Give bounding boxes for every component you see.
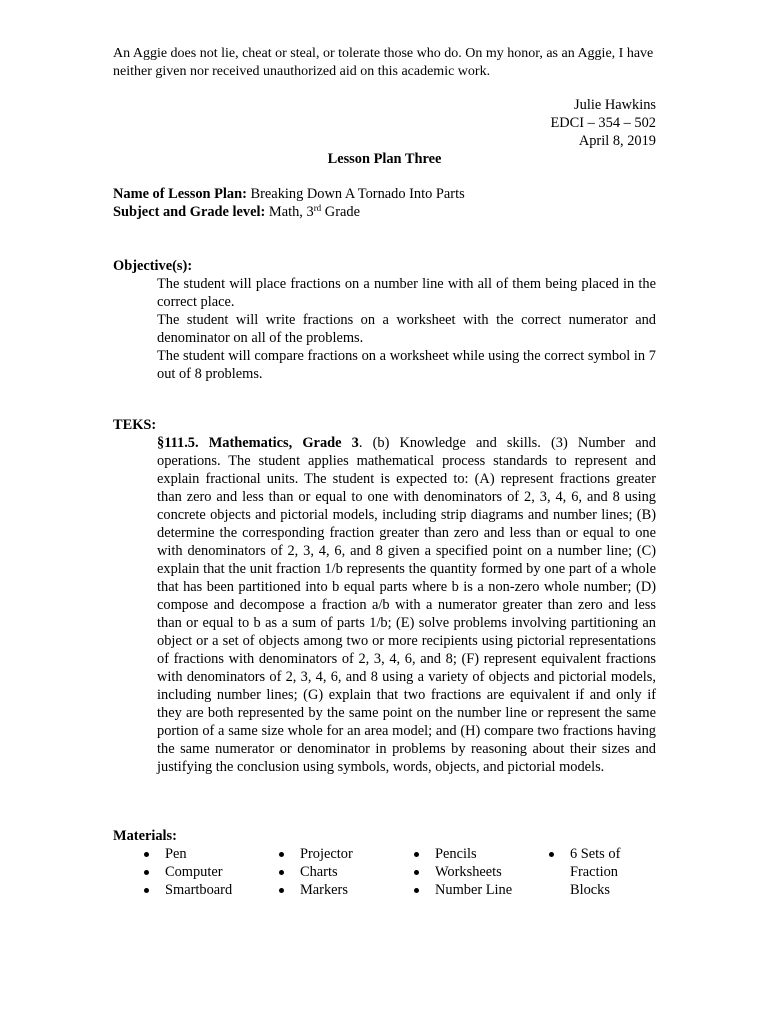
objectives-section (113, 257, 656, 383)
author-name: Julie Hawkins (574, 97, 656, 113)
author-header (113, 96, 656, 150)
materials-column (545, 845, 645, 899)
materials-list (113, 845, 656, 935)
materials-section (113, 827, 656, 935)
objective-item: The student will place fractions on a number line with all of them being placed in the correct place. (157, 276, 656, 310)
materials-column (140, 845, 250, 899)
objective-item: The student will write fractions on a worksheet with the correct numerator and denominator on all of the problems. (157, 312, 656, 346)
honor-code-line-2: neither given nor received unauthorized aid on this academic work. (113, 64, 491, 79)
lesson-name-value: Breaking Down A Tornado Into Parts (250, 186, 465, 202)
material-item: Pencils (410, 845, 520, 863)
teks-text: . (b) Knowledge and skills. (3) Number and operations. The student applies mathematical process standards to represent and explain fractional units. The student is expected to: (A) represent fractions greater than zero and less than or equal to one with denominators of 2, 3, 4, 6, and 8 using concrete objects and pictorial models, including strip diagrams and number lines; (B) determine the corresponding fraction greater than zero and less than or equal to one with denominators of 2, 3, 4, 6, and 8 given a specified point on a number line; (C) explain that the unit fraction 1/b represents the quantity formed by one part of a whole that has been partitioned into b equal parts where b is a non-zero whole number; (D) compose and decompose a fraction a/b with a numerator greater than zero and less than or equal to b as a sum of parts 1/b; (E) solve problems involving partitioning an object or a set of objects among two or more recipients using pictorial representations of fractions with denominators of 2, 3, 4, 6, and 8; (F) represent equivalent fractions with denominators of 2, 3, 4, 6, and 8 using a variety of objects and pictorial models, including number lines; (G) explain that two fractions are equivalent if and only if they are both represented by the same point on the number line or represent the same portion of a same size whole for an area model; and (H) compare two fractions having the same numerator or denominator in problems by reasoning about their sizes and justifying the conclusion using symbols, words, objects, and pictorial models. (157, 435, 656, 775)
honor-code-statement (113, 45, 656, 81)
material-item: Pen (140, 845, 250, 863)
material-item: Markers (275, 881, 385, 899)
lesson-name-label: Name of Lesson Plan: (113, 186, 247, 202)
material-item: Projector (275, 845, 385, 863)
subject-grade-suffix: Grade (324, 204, 360, 220)
subject-grade-label: Subject and Grade level: (113, 204, 266, 220)
lesson-name-line (113, 185, 656, 203)
material-item: Worksheets (410, 863, 520, 881)
subject-grade-sup: rd (313, 203, 322, 213)
material-item: 6 Sets of Fraction Blocks (545, 845, 645, 899)
objectives-list (157, 275, 656, 383)
subject-grade-line (113, 203, 656, 221)
document-date: April 8, 2019 (578, 133, 656, 149)
material-item: Smartboard (140, 881, 250, 899)
objectives-label: Objective(s): (113, 258, 193, 274)
materials-column (275, 845, 385, 899)
subject-grade-prefix: Math, 3 (268, 204, 314, 220)
page-title: Lesson Plan Three (327, 151, 442, 167)
teks-label: TEKS: (113, 417, 157, 433)
material-item: Computer (140, 863, 250, 881)
material-item: Number Line (410, 881, 520, 899)
teks-body (157, 434, 656, 776)
teks-section (113, 416, 656, 776)
materials-column (410, 845, 520, 899)
teks-standard: §111.5. Mathematics, Grade 3 (157, 435, 359, 451)
honor-code-line-1: An Aggie does not lie, cheat or steal, or tolerate those who do. On my honor, as an Aggie, I have (113, 46, 654, 61)
objective-item: The student will compare fractions on a worksheet while using the correct symbol in 7 out of 8 problems. (157, 348, 656, 382)
material-item: Charts (275, 863, 385, 881)
lesson-info (113, 185, 656, 221)
materials-label: Materials: (113, 828, 177, 844)
course-code: EDCI – 354 – 502 (550, 115, 656, 131)
